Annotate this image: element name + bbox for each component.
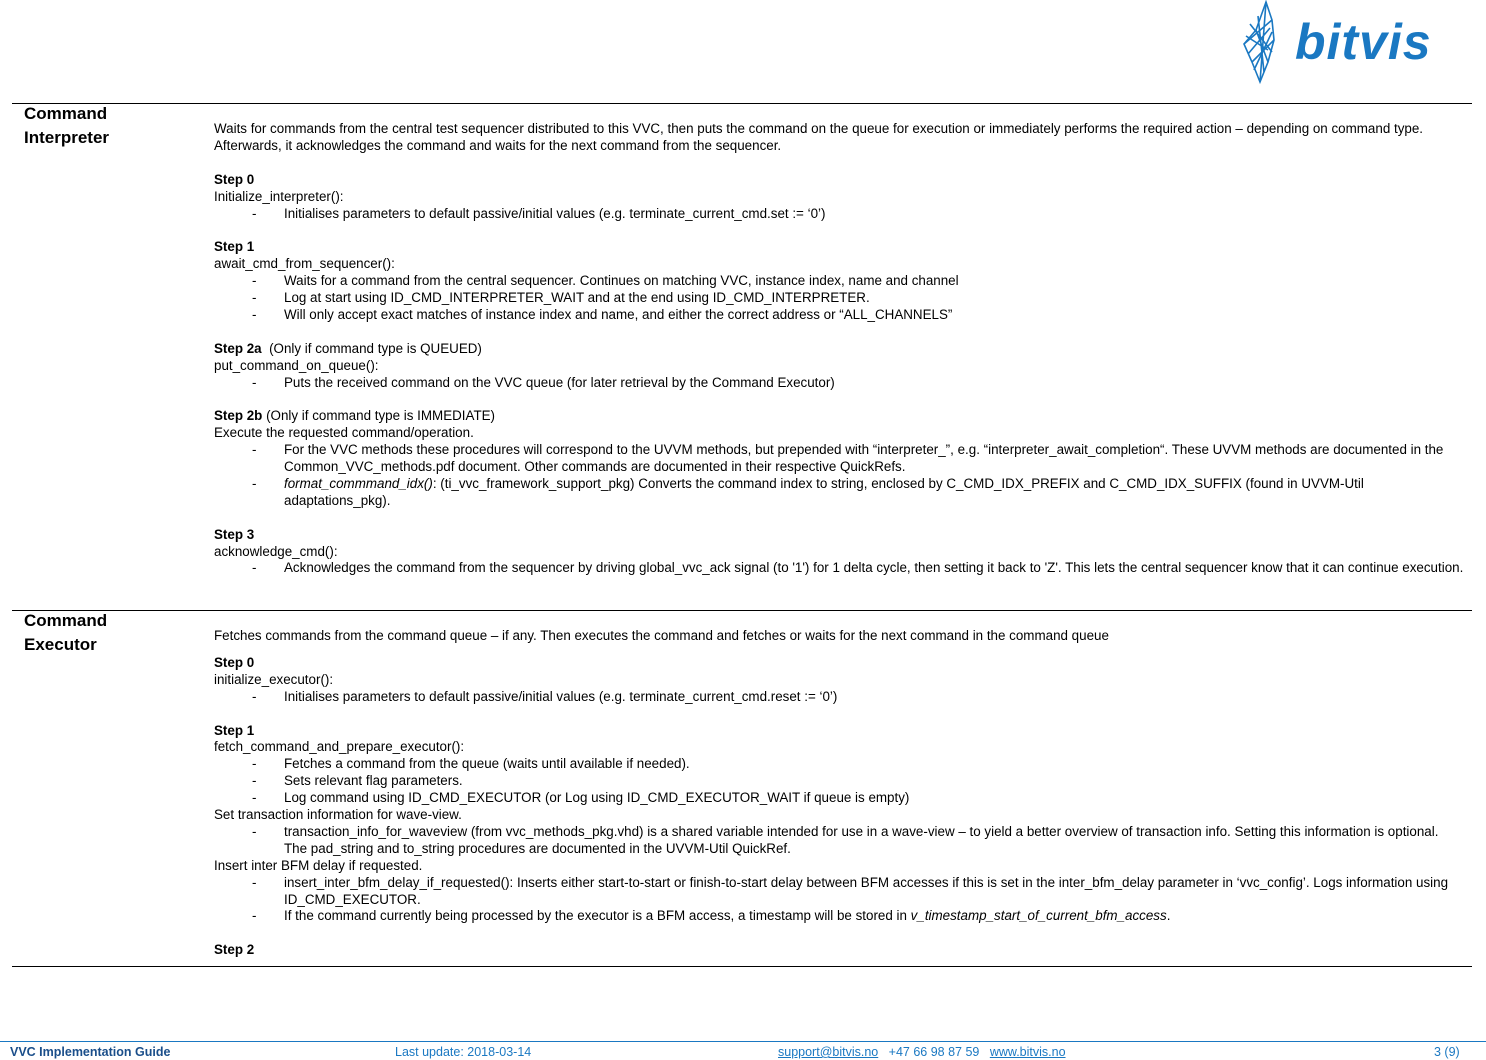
- footer-last-update: Last update: 2018-03-14: [395, 1045, 532, 1059]
- title-line: Executor: [24, 635, 97, 654]
- website-link[interactable]: www.bitvis.no: [989, 1045, 1066, 1059]
- step-label: Step 0: [214, 171, 255, 187]
- step-call: await_cmd_from_sequencer():: [214, 256, 395, 272]
- bullet-text: Log at start using ID_CMD_INTERPRETER_WAIT and at the end using ID_CMD_INTERPRETER.: [284, 290, 870, 306]
- page-number: 3 (9): [1434, 1045, 1460, 1059]
- bullet-text: Waits for a command from the central sequencer. Continues on matching VVC, instance index, name and channel: [284, 273, 959, 289]
- footer-divider: [0, 1041, 1486, 1042]
- section-title-interpreter: [24, 102, 194, 150]
- section-divider: [12, 966, 1472, 967]
- step-heading: [214, 341, 1464, 358]
- step-label: Step 0: [214, 654, 255, 670]
- footer-contact: [778, 1045, 1066, 1060]
- step-call: initialize_executor():: [214, 671, 334, 687]
- list-item: - If the command currently being processed by the executor is a BFM access, a timestamp will be stored in v_timestamp_start_of_current_bfm_access.: [252, 908, 1171, 924]
- bitvis-logo-text: bitvis: [1295, 14, 1432, 70]
- bullet-text: insert_inter_bfm_delay_if_requested(): Inserts either start-to-start or finish-to-start delay between BFM accesses if this is set in the inter_bfm_delay parameter in ‘vvc_config’. Logs information using ID_CMD_EXECUTOR.: [284, 874, 1449, 907]
- list-item: - format_commmand_idx(): (ti_vvc_framework_support_pkg) Converts the command index to string, enclosed by C_CMD_IDX_PREFIX and C_CMD_IDX_SUFFIX (found in UVVM-Util adaptations_pkg).: [252, 475, 1364, 508]
- bullet-text: Sets relevant flag parameters.: [284, 773, 463, 789]
- bullet-text: transaction_info_for_waveview (from vvc_methods_pkg.vhd) is a shared variable intended for use in a wave-view – to yield a better overview of transaction info. Setting this information is optional. The pad_string and to_string procedures are documented in the UVVM-Util QuickRef.: [284, 823, 1439, 856]
- bullet-text: For the VVC methods these procedures will correspond to the UVVM methods, but prepended with “interpreter_”, e.g. “interpreter_await_completion“. These UVVM methods are documented in the Common_VVC_methods.pdf document. Other commands are documented in their respective QuickRefs.: [284, 442, 1444, 475]
- step-label: Step 3: [214, 526, 255, 542]
- step-heading: [214, 408, 1464, 425]
- step-label: Step 2a: [214, 340, 262, 356]
- step-label: Step 2b: [214, 408, 263, 424]
- section-body-interpreter: [214, 121, 1464, 577]
- bullet-text: Initialises parameters to default passive/initial values (e.g. terminate_current_cmd.set := ‘0’): [284, 205, 826, 221]
- list-item: - Initialises parameters to default passive/initial values (e.g. terminate_current_cmd.set := ‘0’): [252, 205, 826, 221]
- bullet-text: Fetches a command from the queue (waits until available if needed).: [284, 756, 690, 772]
- bullet-text: If the command currently being processed by the executor is a BFM access, a timestamp will be stored in: [284, 908, 911, 924]
- section-title-executor: [24, 609, 194, 657]
- list-item: - Waits for a command from the central sequencer. Continues on matching VVC, instance index, name and channel: [252, 273, 959, 289]
- title-line: Command: [24, 611, 108, 630]
- variable-name: v_timestamp_start_of_current_bfm_access: [910, 908, 1167, 924]
- bullet-text: .: [1166, 908, 1171, 924]
- intro-text: Fetches commands from the command queue – if any. Then executes the command and fetches or waits for the next command in the command queue: [214, 628, 1109, 643]
- title-line: Interpreter: [24, 128, 110, 147]
- sub-heading: Set transaction information for wave-view.: [214, 807, 462, 823]
- step-label: Step 1: [214, 239, 255, 255]
- bullet-text: Acknowledges the command from the sequencer by driving global_vvc_ack signal (to '1') for 1 delta cycle, then setting it back to 'Z'. This lets the central sequencer know that it can continue execution.: [284, 560, 1464, 576]
- bullet-text: Log command using ID_CMD_EXECUTOR (or Log using ID_CMD_EXECUTOR_WAIT if queue is empty): [284, 790, 910, 806]
- step-call: fetch_command_and_prepare_executor():: [214, 739, 465, 755]
- list-item: - Initialises parameters to default passive/initial values (e.g. terminate_current_cmd.reset := ‘0’): [252, 688, 838, 704]
- bullet-text: : (ti_vvc_framework_support_pkg) Converts the command index to string, enclosed by C_CMD_IDX_PREFIX and C_CMD_IDX_SUFFIX (found in UVVM-Util adaptations_pkg).: [284, 475, 1364, 508]
- step-note: (Only if command type is IMMEDIATE): [262, 408, 496, 424]
- step-call: put_command_on_queue():: [214, 357, 379, 373]
- list-item: - Fetches a command from the queue (waits until available if needed).: [252, 756, 690, 772]
- step-call: Execute the requested command/operation.: [214, 425, 474, 441]
- bullet-text: Puts the received command on the VVC queue (for later retrieval by the Command Executor): [284, 374, 835, 390]
- section-divider: [12, 103, 1472, 104]
- step-note: (Only if command type is QUEUED): [261, 340, 482, 356]
- email-link[interactable]: support@bitvis.no: [778, 1045, 879, 1059]
- bullet-text: Will only accept exact matches of instance index and name, and either the correct address or “ALL_CHANNELS”: [284, 306, 953, 322]
- list-item: - Log command using ID_CMD_EXECUTOR (or Log using ID_CMD_EXECUTOR_WAIT if queue is empty): [252, 790, 910, 806]
- function-name: format_commmand_idx(): [284, 475, 433, 491]
- footer-doc-title: VVC Implementation Guide: [10, 1045, 171, 1059]
- list-item: - Will only accept exact matches of instance index and name, and either the correct address or “ALL_CHANNELS”: [252, 306, 953, 322]
- sub-heading: Insert inter BFM delay if requested.: [214, 857, 423, 873]
- step-call: Initialize_interpreter():: [214, 188, 344, 204]
- list-item: - Log at start using ID_CMD_INTERPRETER_WAIT and at the end using ID_CMD_INTERPRETER.: [252, 290, 870, 306]
- bullet-text: Initialises parameters to default passive/initial values (e.g. terminate_current_cmd.reset := ‘0’): [284, 688, 838, 704]
- intro-text: Waits for commands from the central test sequencer distributed to this VVC, then puts the command on the queue for execution or immediately performs the required action – depending on command type. Afterwards, it acknowledges the command and waits for the next command from the sequencer.: [214, 121, 1424, 153]
- list-item: - insert_inter_bfm_delay_if_requested(): Inserts either start-to-start or finish-to-start delay between BFM accesses if this is set in the inter_bfm_delay parameter in ‘vvc_config’. Logs information using ID_CMD_EXECUTOR.: [252, 874, 1449, 907]
- phone-number: +47 66 98 87 59: [888, 1045, 980, 1059]
- step-label: Step 2: [214, 942, 255, 958]
- list-item: - Acknowledges the command from the sequencer by driving global_vvc_ack signal (to '1') for 1 delta cycle, then setting it back to 'Z'. This lets the central sequencer know that it can continue execution.: [252, 560, 1464, 576]
- list-item: - Sets relevant flag parameters.: [252, 773, 463, 789]
- title-line: Command: [24, 104, 108, 123]
- step-label: Step 1: [214, 722, 255, 738]
- list-item: - transaction_info_for_waveview (from vvc_methods_pkg.vhd) is a shared variable intended for use in a wave-view – to yield a better overview of transaction info. Setting this information is optional. The pad_string and to_string procedures are documented in the UVVM-Util QuickRef.: [252, 823, 1439, 856]
- section-body-executor: [214, 628, 1464, 959]
- section-divider: [12, 610, 1472, 611]
- step-call: acknowledge_cmd():: [214, 543, 338, 559]
- list-item: - Puts the received command on the VVC queue (for later retrieval by the Command Executor): [252, 374, 835, 390]
- list-item: - For the VVC methods these procedures will correspond to the UVVM methods, but prepended with “interpreter_”, e.g. “interpreter_await_completion“. These UVVM methods are documented in the Common_VVC_methods.pdf document. Other commands are documented in their respective QuickRefs.: [252, 442, 1444, 475]
